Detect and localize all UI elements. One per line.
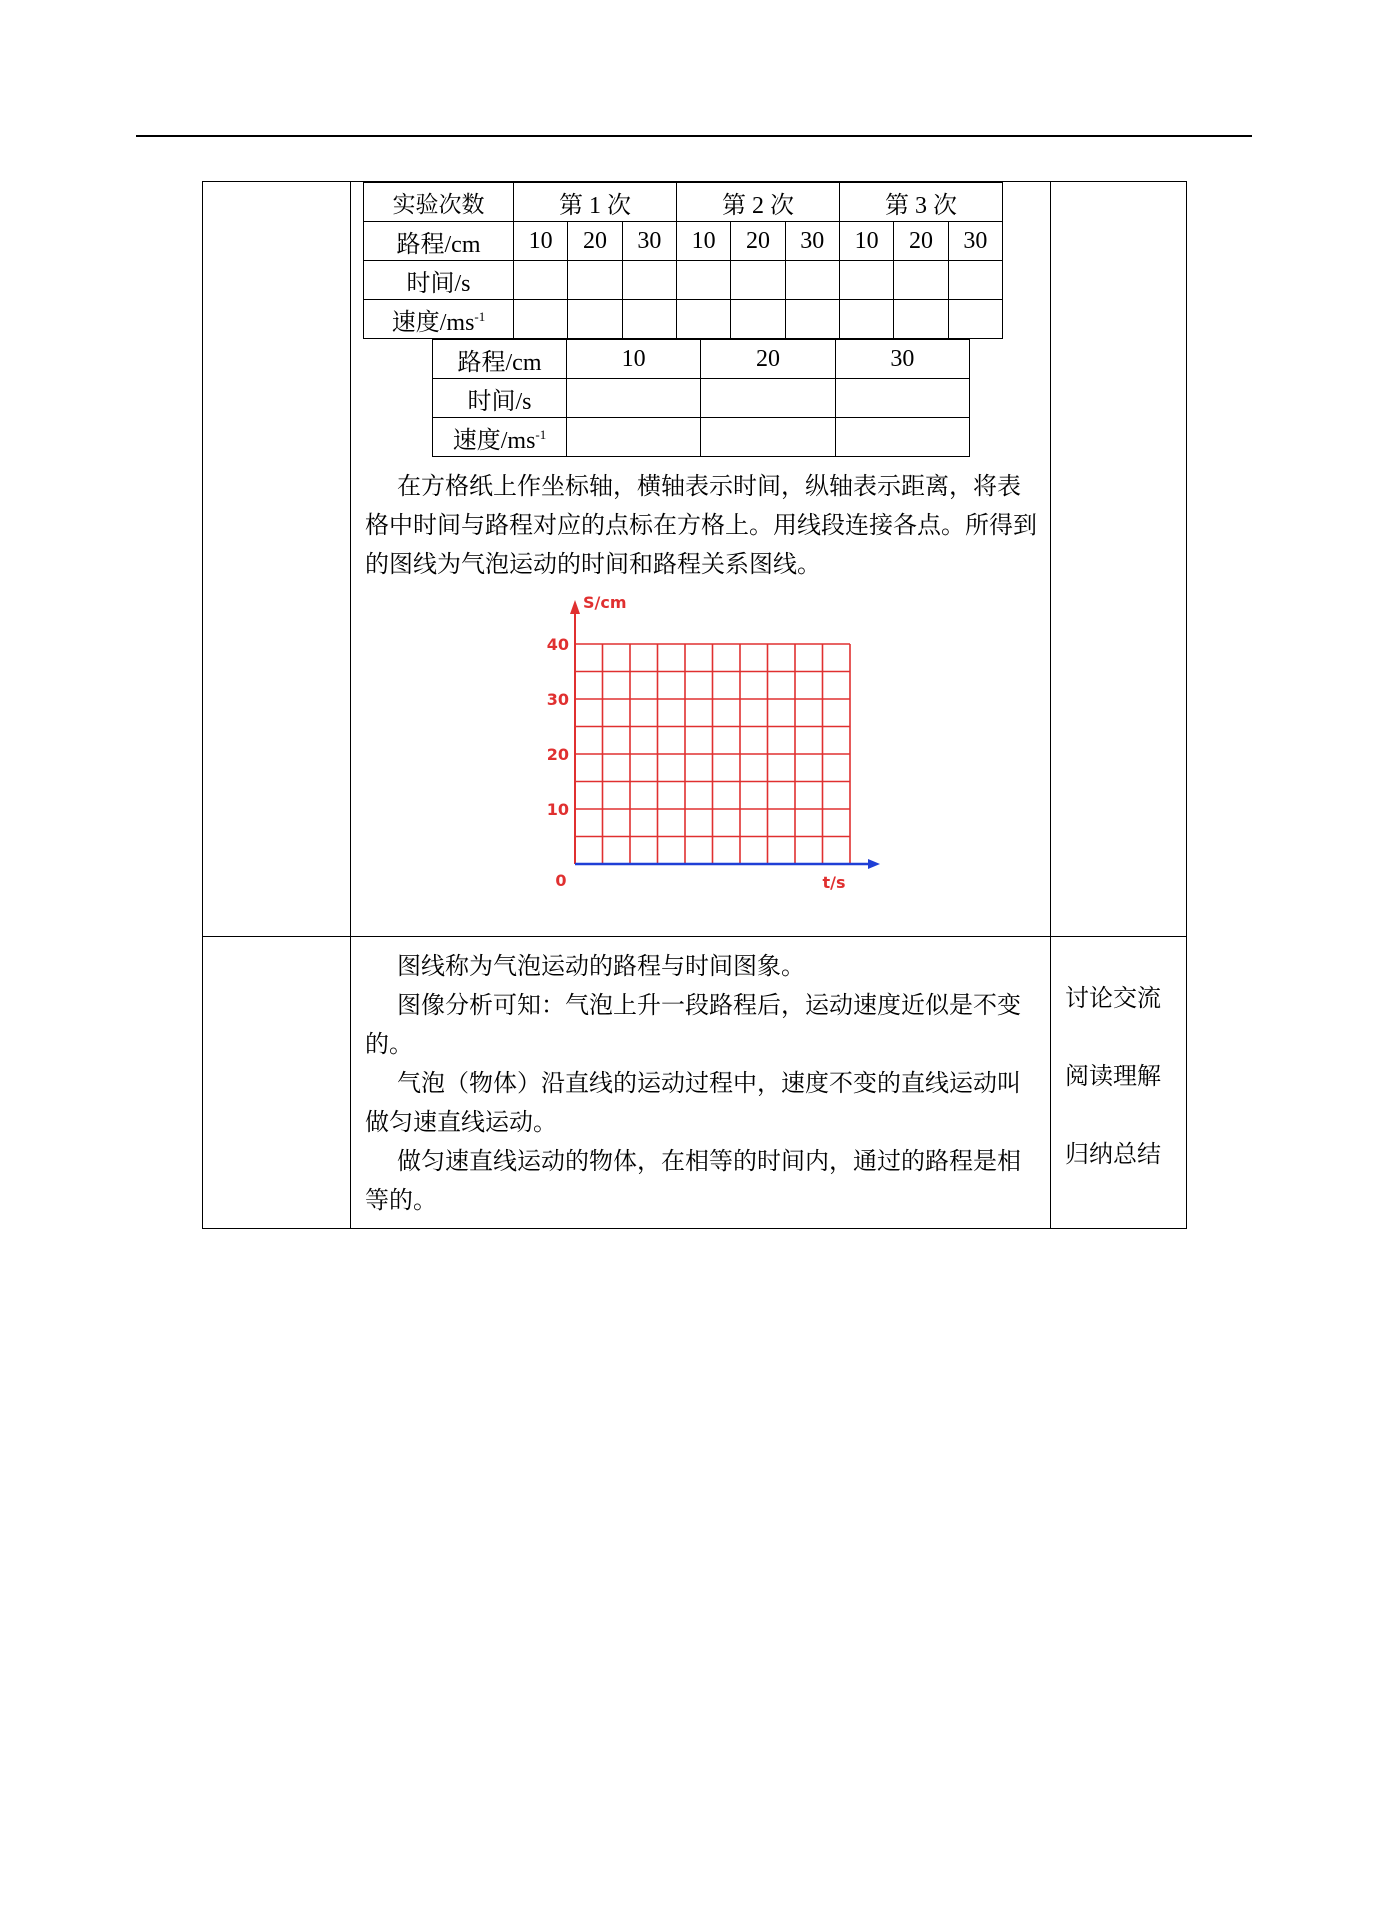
speed-label: 速度/ms [452,427,536,454]
table-cell: 20 [731,222,785,261]
y-tick-label: 40 [546,635,569,654]
row-label: 路程/cm [364,222,514,261]
table-cell-empty [676,300,730,339]
row-label: 路程/cm [433,340,567,379]
row-label: 时间/s [433,379,567,418]
analysis-paragraph: 图像分析可知：气泡上升一段路程后，运动速度近似是不变的。 [365,991,1021,1058]
empty-cell [203,937,351,1229]
instruction-paragraph: 在方格纸上作坐标轴，横轴表示时间，纵轴表示距离，将表格中时间与路程对应的点标在方格上。用线段连接各点。所得到的图线为气泡运动的时间和路程关系图线。 [365,472,1037,578]
experiment-table-1 [363,182,1003,339]
row-label: 时间/s [364,261,514,300]
table-cell-empty [731,300,785,339]
row-label [364,300,514,339]
table-cell-empty [948,261,1002,300]
table-cell-empty [676,261,730,300]
table-row [433,418,970,457]
content-cell [351,182,1051,937]
table-cell: 30 [948,222,1002,261]
table-cell-empty [839,261,893,300]
activity-cell [1051,937,1187,1229]
table-cell: 30 [785,222,839,261]
table-cell: 10 [676,222,730,261]
table-row [364,300,1003,339]
table-cell: 30 [835,340,969,379]
table-cell-empty [839,300,893,339]
table-cell-empty [731,261,785,300]
table-cell-empty [622,261,676,300]
speed-unit-exponent: -1 [474,308,486,324]
table-cell: 10 [514,222,568,261]
speed-label: 速度/ms [391,309,475,336]
table-cell-empty [835,418,969,457]
table-cell-empty [785,300,839,339]
table-cell-empty [701,418,835,457]
table-header-cell: 第 1 次 [514,183,677,222]
table-cell: 10 [567,340,701,379]
origin-label: 0 [555,871,567,890]
table-cell-empty [567,379,701,418]
table-cell: 10 [839,222,893,261]
activity-list [1051,937,1186,1217]
empty-cell [1051,182,1187,937]
chart-container [531,592,891,892]
analysis-paragraph: 做匀速直线运动的物体，在相等的时间内，通过的路程是相等的。 [365,1147,1021,1214]
experiment-table-2 [432,339,970,457]
table-cell: 30 [622,222,676,261]
y-tick-label: 10 [546,800,569,819]
y-axis-label: S/cm [583,593,627,612]
y-tick-label: 30 [546,690,569,709]
table-cell-empty [894,300,948,339]
table-cell-empty [514,261,568,300]
analysis-paragraph: 图线称为气泡运动的路程与时间图象。 [397,952,805,980]
analysis-paragraph: 气泡（物体）沿直线的运动过程中，速度不变的直线运动叫做匀速直线运动。 [365,1069,1021,1136]
y-axis-arrow [570,600,580,614]
table-header-cell: 实验次数 [364,183,514,222]
empty-cell [203,182,351,937]
content-cell [351,937,1051,1229]
table-row [364,222,1003,261]
table-row [433,379,970,418]
table-header-cell: 第 3 次 [839,183,1002,222]
analysis [351,937,1050,1220]
table-cell-empty [568,300,622,339]
table-cell-empty [567,418,701,457]
lesson-row-analysis [203,937,1187,1229]
activity-item: 阅读理解 [1065,1062,1161,1090]
table-cell-empty [701,379,835,418]
instructions [351,467,1050,584]
row-label [433,418,567,457]
header-rule [136,135,1252,137]
table-cell: 20 [894,222,948,261]
x-axis-arrow [868,859,880,869]
distance-time-chart [531,592,891,892]
x-axis-label: t/s [822,873,846,892]
table-cell-empty [785,261,839,300]
table-cell-empty [622,300,676,339]
table-row [433,340,970,379]
table-cell: 20 [701,340,835,379]
table-row [364,261,1003,300]
table-cell-empty [948,300,1002,339]
activity-item: 归纳总结 [1065,1140,1161,1168]
table-header-cell: 第 2 次 [676,183,839,222]
activity-item: 讨论交流 [1065,984,1161,1012]
table-row [364,183,1003,222]
table-cell-empty [514,300,568,339]
speed-unit-exponent: -1 [535,426,547,442]
table-cell-empty [568,261,622,300]
lesson-row-experiment [203,182,1187,937]
lesson-table [202,181,1187,1229]
table-cell: 20 [568,222,622,261]
table-cell-empty [894,261,948,300]
y-tick-label: 20 [546,745,569,764]
table-cell-empty [835,379,969,418]
